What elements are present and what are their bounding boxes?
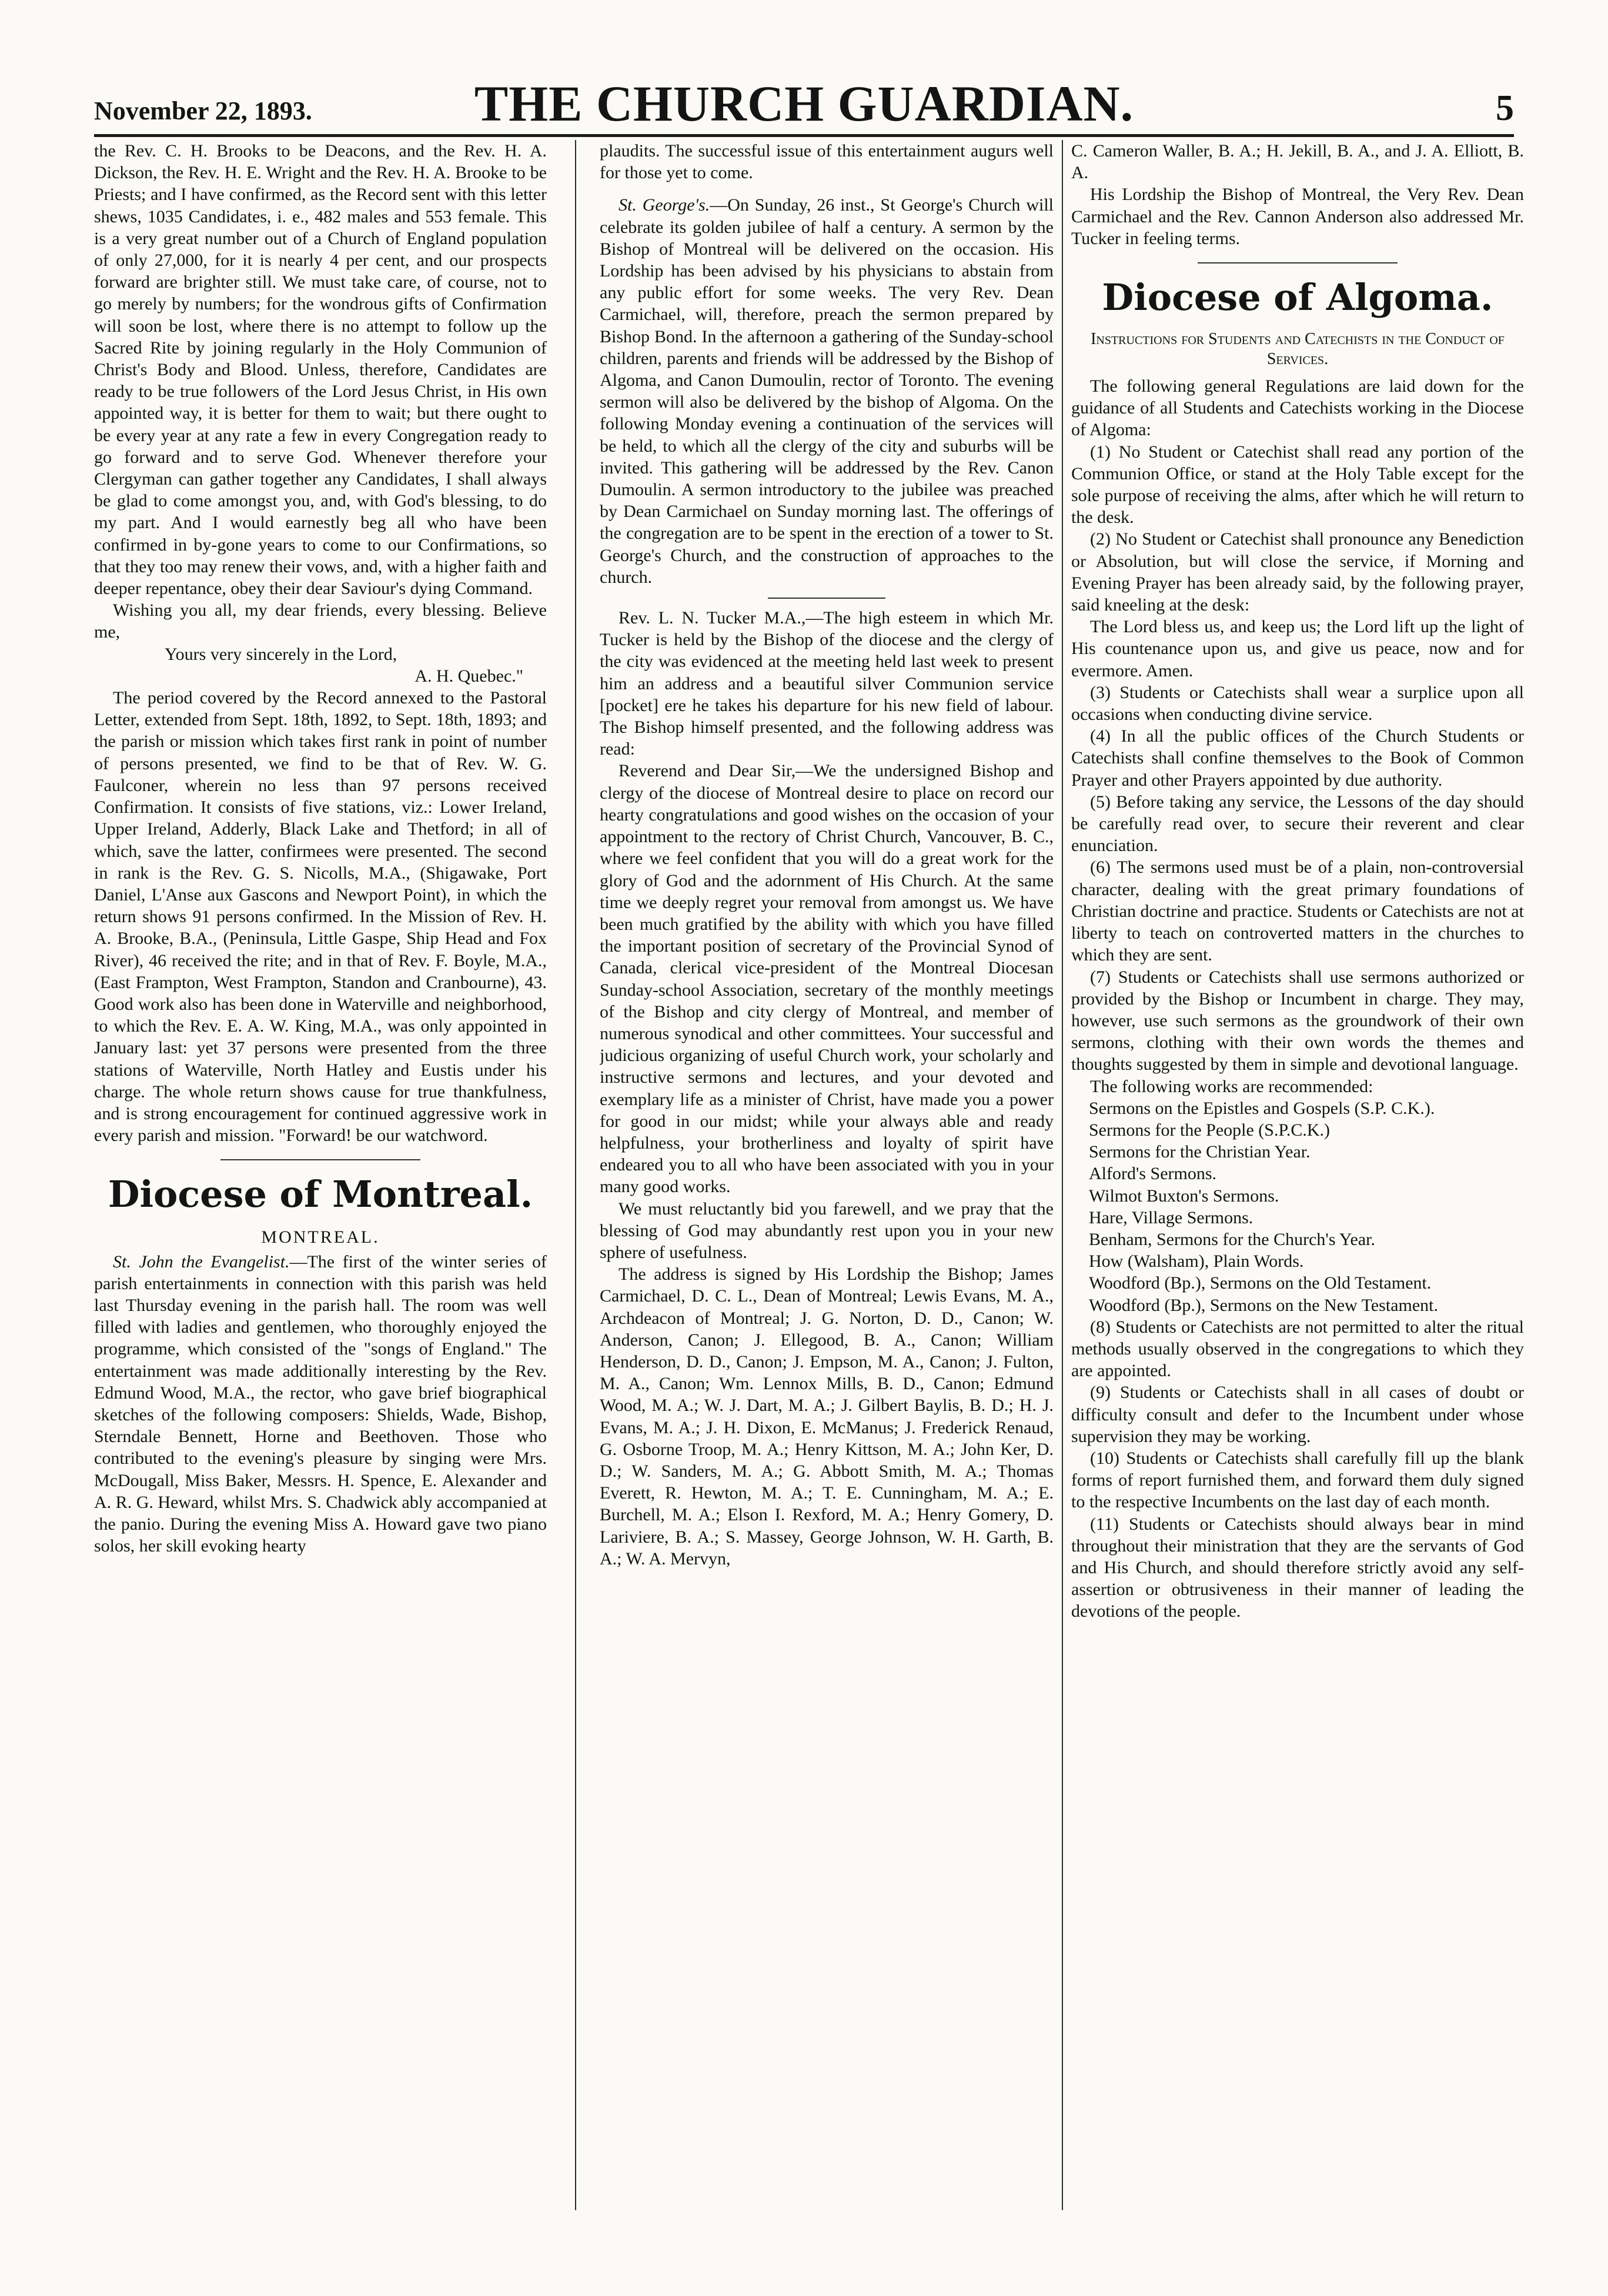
- paragraph: Reverend and Dear Sir,—We the undersigned Bishop and clergy of the diocese of Montreal desire to place on record our hearty congratulations and good wishes on the occasion of your appointment to the rectory of Christ Church, Vancouver, B. C., where we feel confident that you will do a great work for the glory of God and the adornment of His Church. At the same time we deeply regret your removal from amongst us. We have been much gratified by the ability with which you have filled the important position of secretary of the Provincial Synod of Canada, clerical vice-president of the Montreal Diocesan Sunday-school Association, secretary of the monthly meetings of the Bishop and city clergy of Montreal, and member of numerous synodical and other committees. Your successful and judicious organizing of useful Church work, your scholarly and instructive sermons and lectures, and your devoted and exemplary life as a minister of Christ, have made you a power for good in our midst; while your always able and ready helpfulness, your brotherliness and loyalty of spirit have endeared you to all who have been associated with you in your many good works.: [600, 761, 1054, 1197]
- paragraph-text: —The first of the winter series of parish entertainments in connection with this parish was held last Thursday evening in the parish hall. The room was well filled with ladies and gentlemen, who thoroughly enjoyed the programme, which consisted of the "songs of England." The entertainment was made additionally interesting by the Rev. Edmund Wood, M.A., the rector, who gave brief biographical sketches of the following composers: Shields, Wade, Bishop, Sterndale Bennett, Horne and Beethoven. Those who contributed to the evening's pleasure by singing were Mrs. McDougall, Miss Baker, Messrs. H. Spence, E. Alexander and A. R. G. Heward, whilst Mrs. S. Chadwick ably accompanied at the panio. During the evening Miss A. Howard gave two piano solos, her skill evoking hearty: [94, 1252, 547, 1556]
- regulation: (8) Students or Catechists are not permitted to alter the ritual methods usually observed in the congregations to which they are appointed.: [1071, 1317, 1524, 1381]
- paragraph: [94, 1251, 547, 1557]
- list-item: Benham, Sermons for the Church's Year.: [1089, 1229, 1376, 1249]
- section-heading-montreal: Diocese of Montreal.: [108, 1173, 533, 1216]
- regulation: (4) In all the public offices of the Church Students or Catechists shall confine themselves to the Book of Common Prayer and other Prayers appointed by due authority.: [1071, 726, 1524, 790]
- list-item: Woodford (Bp.), Sermons on the New Testament.: [1089, 1295, 1438, 1315]
- regulation: (6) The sermons used must be of a plain, non-controversial character, dealing with the great primary foundations of Christian doctrine and practice. Students or Catechists are not at liberty to teach on controverted matters in the churches to which they are sent.: [1071, 857, 1524, 965]
- page-number: 5: [1496, 88, 1514, 128]
- regulation: (7) Students or Catechists shall use sermons authorized or provided by the Bishop or Incumbent in charge. They may, however, use such sermons as the groundwork of their own sermons, clothing with their own words the themes and thoughts suggested by them in simple and devotional language.: [1071, 967, 1524, 1074]
- list-item: Wilmot Buxton's Sermons.: [1089, 1186, 1279, 1206]
- paragraph: The following works are recommended:: [1090, 1076, 1373, 1096]
- newspaper-title: THE CHURCH GUARDIAN.: [474, 75, 1134, 132]
- paragraph: C. Cameron Waller, B. A.; H. Jekill, B. A., and J. A. Elliott, B. A.: [1071, 141, 1524, 183]
- paragraph-text: —On Sunday, 26 inst., St George's Church will celebrate its golden jubilee of half a century. A sermon by the Bishop of Montreal will be delivered on the occasion. His Lordship has been advised by his physicians to abstain from any public effort for some weeks. The very Rev. Dean Carmichael, will, therefore, preach the sermon prepared by Bishop Bond. In the afternoon a gathering of the Sunday-school children, parents and friends will be addressed by the Bishop of Algoma, and Canon Dumoulin, rector of Toronto. The evening sermon will also be delivered by the bishop of Algoma. On the following Monday evening a continuation of the services will be held, to which all the clergy of the city and suburbs will be invited. This gathering will be addressed by the Rev. Canon Dumoulin. A sermon introductory to the jubilee was preached by Dean Carmichael on Sunday morning last. The offerings of the congregation are to be spent in the erection of a tower to St. George's Church, and the construction of approaches to the church.: [600, 195, 1054, 587]
- regulation: (3) Students or Catechists shall wear a surplice upon all occasions when conducting divine service.: [1071, 682, 1524, 725]
- regulation: (11) Students or Catechists should always bear in mind throughout their ministration that they are the servants of God and His Church, and should therefore strictly avoid any self-assertion or obtrusiveness in their manner of leading the devotions of the people.: [1071, 1514, 1524, 1621]
- list-item: Sermons for the Christian Year.: [1089, 1142, 1311, 1162]
- list-item: Sermons on the Epistles and Gospels (S.P. C.K.).: [1089, 1098, 1435, 1118]
- section-divider: [768, 598, 885, 599]
- paragraph: The following general Regulations are laid down for the guidance of all Students and Catechists working in the Diocese of Algoma:: [1071, 376, 1524, 440]
- column-2: [600, 140, 1054, 2257]
- paragraph: plaudits. The successful issue of this entertainment augurs well for those yet to come.: [600, 141, 1054, 183]
- signature-line: Yours very sincerely in the Lord,: [165, 644, 397, 664]
- paragraph: [600, 194, 1054, 588]
- regulation: (2) No Student or Catechist shall pronounce any Benediction or Absolution, but will close the service, if Morning and Evening Prayer has been already said, by the following prayer, said kneeling at the desk:: [1071, 529, 1524, 615]
- regulation: (1) No Student or Catechist shall read any portion of the Communion Office, or stand at the Holy Table except for the sole purpose of receiving the alms, after which he will return to the desk.: [1071, 442, 1524, 528]
- column-divider: [1062, 140, 1063, 2210]
- paragraph: We must reluctantly bid you farewell, and we pray that the blessing of God may abundantly rest upon you in your new sphere of usefulness.: [600, 1199, 1054, 1262]
- instructions-heading: Instructions for Students and Catechists in the Conduct of Services.: [1091, 330, 1505, 369]
- paragraph: His Lordship the Bishop of Montreal, the Very Rev. Dean Carmichael and the Rev. Cannon Anderson also addressed Mr. Tucker in feeling terms.: [1071, 185, 1524, 248]
- paragraph: Wishing you all, my dear friends, every blessing. Believe me,: [94, 600, 547, 642]
- list-item: Sermons for the People (S.P.C.K.): [1089, 1120, 1330, 1140]
- section-divider: [1198, 262, 1398, 263]
- paragraph: The period covered by the Record annexed to the Pastoral Letter, extended from Sept. 18th, 1892, to Sept. 18th, 1893; and the parish or mission which takes first rank in point of number of persons presented, we find to be that of Rev. W. G. Faulconer, wherein no less than 97 persons received Confirmation. It consists of five stations, viz.: Lower Ireland, Upper Ireland, Adderly, Black Lake and Thetford; in all of which, save the latter, confirmees were presented. The second in rank is the Rev. G. S. Nicolls, M.A., (Shigawake, Port Daniel, L'Anse aux Gascons and Newport Point), in which the return shows 91 persons confirmed. In the Mission of Rev. H. A. Brooke, B.A., (Peninsula, Little Gaspe, Ship Head and Fox River), 46 received the rite; and in that of Rev. F. Boyle, M.A., (East Frampton, West Frampton, Standon and Cranbourne), 43. Good work also has been done in Waterville and neighborhood, to which the Rev. E. A. W. King, M.A., was only appointed in January last: yet 37 persons were presented from the three stations of Waterville, North Hatley and Eustis under his charge. The whole return shows cause for true thankfulness, and is strong encouragement for continued aggressive work in every parish and mission. "Forward! be our watchword.: [94, 688, 547, 1146]
- masthead: [94, 69, 1514, 137]
- paragraph: the Rev. C. H. Brooks to be Deacons, and the Rev. H. A. Dickson, the Rev. H. E. Wright and the Rev. H. A. Brooke to be Priests; and I have confirmed, as the Record sent with this letter shews, 1035 Candidates, i. e., 482 males and 553 female. This is a very great number out of a Church of England population of only 27,000, for it is nearly 4 per cent, and our prospects forward are brighter still. We must take care, of course, not to go merely by numbers; for the wondrous gifts of Confirmation will soon be lost, where there is no attempt to follow up the Sacred Rite by joining regularly in the Holy Communion of Christ's Body and Blood. Unless, therefore, Candidates are ready to be true followers of the Lord Jesus Christ, in His own appointed way, it is better for them to wait; but there ought to be every year at any rate a few in every Congregation ready to go forward and to serve God. Whenever therefore your Clergyman can gather together any Candidates, I shall always be glad to come amongst you, and, with God's blessing, to do my part. And I would earnestly beg all who have been confirmed in by-gone years to come to our Confirmations, so that they too may renew their vows, and, with a higher faith and deeper repentance, obey their dear Saviour's dying Command.: [94, 141, 547, 599]
- prayer: The Lord bless us, and keep us; the Lord lift up the light of His countenance upon us, and give us peace, now and for evermore. Amen.: [1071, 617, 1524, 680]
- section-heading-algoma: Diocese of Algoma.: [1102, 276, 1493, 319]
- column-3: [1071, 140, 1524, 2257]
- regulation: (9) Students or Catechists shall in all cases of doubt or difficulty consult and defer to the Incumbent under whose supervision they may be working.: [1071, 1383, 1524, 1446]
- list-item: Hare, Village Sermons.: [1089, 1207, 1253, 1227]
- column-divider: [575, 140, 576, 2210]
- regulation: (5) Before taking any service, the Lessons of the day should be carefully read over, to secure their reverent and clear enunciation.: [1071, 792, 1524, 856]
- subheading-montreal: MONTREAL.: [261, 1227, 380, 1247]
- recommended-works-list: [1071, 1097, 1524, 1316]
- list-item: Woodford (Bp.), Sermons on the Old Testament.: [1089, 1273, 1432, 1293]
- list-item: Alford's Sermons.: [1089, 1164, 1217, 1184]
- list-item: How (Walsham), Plain Words.: [1089, 1252, 1304, 1272]
- paragraph: Rev. L. N. Tucker M.A.,—The high esteem in which Mr. Tucker is held by the Bishop of the diocese and the clergy of the city was evidenced at the meeting held last week to present him an address and a beautiful silver Communion service [pocket] ere he takes his departure for his new field of labour. The Bishop himself presented, and the following address was read:: [600, 608, 1054, 759]
- column-1: [94, 140, 547, 2257]
- signature-name: A. H. Quebec.": [414, 666, 523, 686]
- parish-name: St. John the Evangelist.: [113, 1252, 290, 1272]
- section-divider: [220, 1159, 420, 1160]
- issue-date: November 22, 1893.: [94, 96, 312, 125]
- regulation: (10) Students or Catechists shall carefully fill up the blank forms of report furnished them, and forward them duly signed to the respective Incumbents on the last day of each month.: [1071, 1448, 1524, 1512]
- parish-name: St. George's.: [619, 195, 710, 215]
- paragraph: The address is signed by His Lordship the Bishop; James Carmichael, D. C. L., Dean of Montreal; Lewis Evans, M. A., Archdeacon of Montreal; J. G. Norton, D. D., Canon; W. Anderson, Canon; J. Ellegood, B. A., Canon; William Henderson, D. D., Canon; J. Empson, M. A., Canon; J. Fulton, M. A., Canon; Wm. Lennox Mills, B. D., Canon; Edmund Wood, M. A.; W. J. Dart, M. A.; J. Gilbert Baylis, B. D.; H. J. Evans, M. A.; J. H. Dixon, E. McManus; J. Frederick Renaud, G. Osborne Troop, M. A.; Henry Kittson, M. A.; John Ker, D. D.; W. Sanders, M. A.; G. Abbott Smith, M. A.; Thomas Everett, R. Hewton, M. A.; T. E. Cunningham, M. A.; E. Burchell, M. A.; Elson I. Rexford, M. A.; Henry Gomery, D. Lariviere, B. A.; S. Massey, George Johnson, W. H. Garth, B. A.; W. A. Mervyn,: [600, 1264, 1054, 1569]
